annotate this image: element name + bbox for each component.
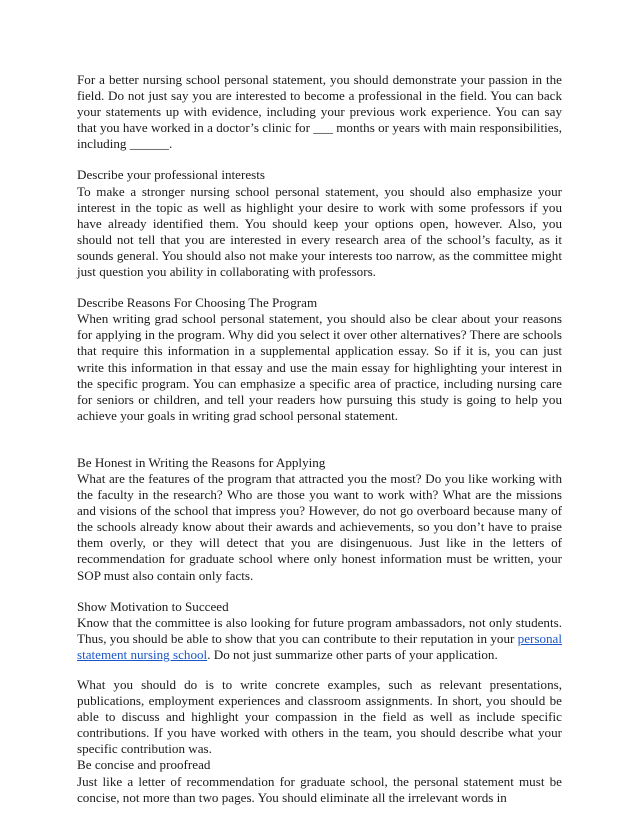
paragraph-passion: For a better nursing school personal statement, you should demonstrate your passion in the field. Do not just say you are interested to become a professional in the field. You can back your statements up with evidence, including your previous work experience. You can say that you have worked in a doctor’s clinic for ___ months or years with main responsibilities, including ______. [77, 72, 562, 152]
personal-statement-link[interactable]: personal statement nursing school [77, 630, 562, 662]
heading-be-honest: Be Honest in Writing the Reasons for Applying [77, 454, 326, 470]
spacer [77, 584, 562, 599]
heading-professional-interests: Describe your professional interests [77, 167, 265, 183]
heading-concise: Be concise and proofread [77, 757, 211, 773]
paragraph-motivation-text-before: Know that the committee is also looking for future program ambassadors, not only students. Thus, you should be able to show that you can contribute to their reputation in your [77, 614, 562, 646]
paragraph-motivation-text-after: . Do not just summarize other parts of your application. [207, 646, 498, 662]
paragraph-concise: Just like a letter of recommendation for graduate school, the personal statement must be concise, not more than two pages. You should eliminate all the irrelevant words in [77, 773, 562, 805]
spacer [77, 424, 562, 455]
paragraph-concrete-examples: What you should do is to write concrete examples, such as relevant presentations, publications, employment experiences and classroom assignments. In short, you should be able to discuss and highlight your compassion in the field as well as include specific contributions. If you have worked with others in the team, you should describe what your specific contribution was. [77, 677, 562, 757]
spacer [77, 280, 562, 295]
paragraph-professional-interests: To make a stronger nursing school personal statement, you should also emphasize your interest in the topic as well as highlight your desire to work with some professors if you have already identified them. You should keep your options open, however. Also, you should not tell that you are interested in every research area of the school’s faculty, as it sounds general. You should also not make your interests too narrow, as the committee might just question you ability in collaborating with professors. [77, 183, 562, 280]
heading-motivation: Show Motivation to Succeed [77, 598, 229, 614]
spacer [77, 663, 562, 677]
paragraph-motivation [77, 615, 562, 663]
paragraph-be-honest: What are the features of the program that attracted you the most? Do you like working with the faculty in the research? Who are those you want to work with? What are the missions and visions of the school that impress you? However, do not go overboard because many of the schools already know about their awards and achievements, so you don’t have to praise them overly, or they will detect that you are disingenuous. Just like in the letters of recommendation for graduate school where only honest information must be written, your SOP must also contain only facts. [77, 470, 562, 583]
spacer [77, 152, 562, 167]
heading-reasons-program: Describe Reasons For Choosing The Program [77, 295, 318, 311]
paragraph-reasons-program: When writing grad school personal statement, you should also be clear about your reasons for applying in the program. Why did you select it over other alternatives? There are schools that require this information in a supplemental application essay. So if it is, you can just write this information in that essay and use the main essay for highlighting your interest in the specific program. You can emphasize a specific area of practice, including nursing care for seniors or children, and tell your readers how pursuing this study is going to help you achieve your goals in writing grad school personal statement. [77, 311, 562, 423]
